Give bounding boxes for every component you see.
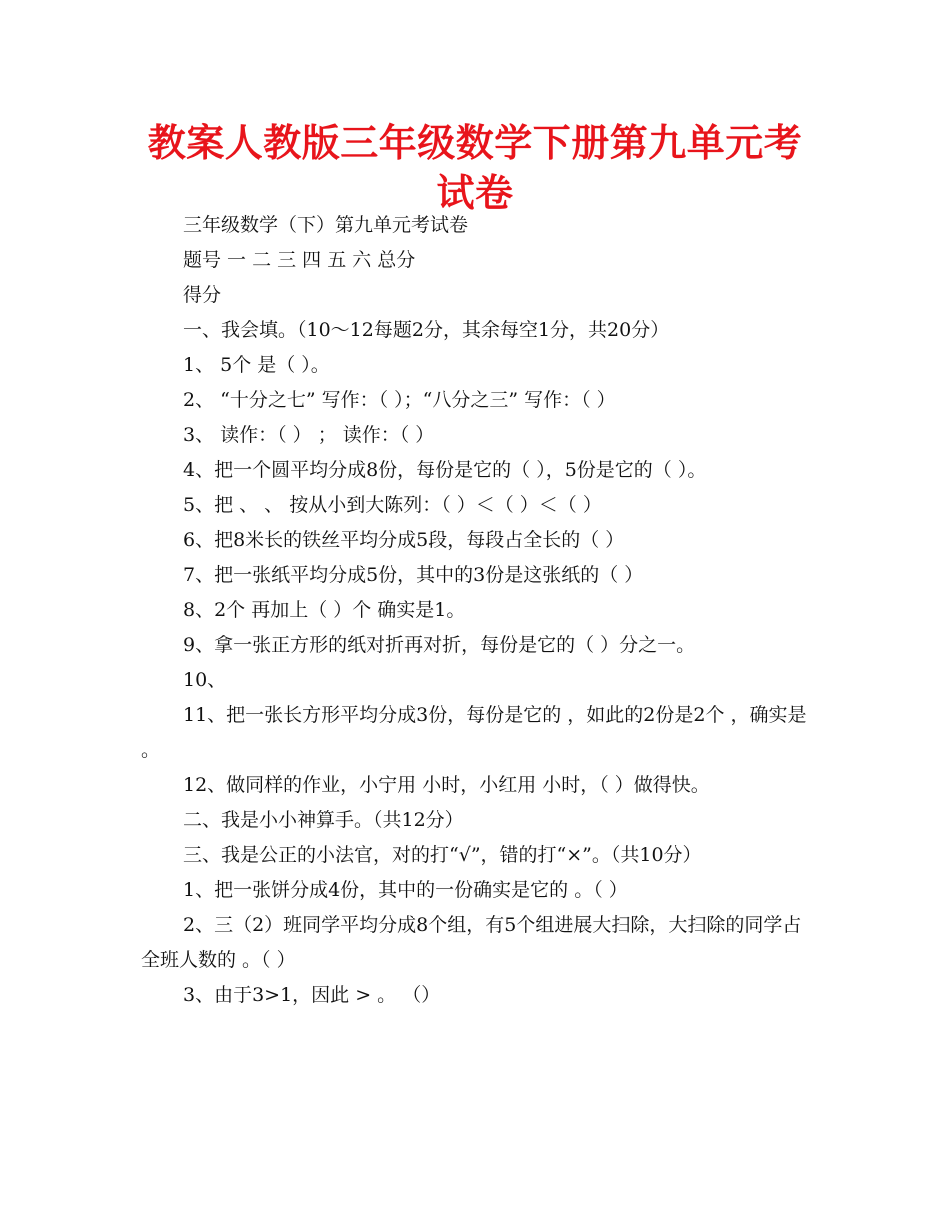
question-line: 9、拿一张正方形的纸对折再对折，每份是它的（ ）分之一。 xyxy=(183,634,696,656)
question-paragraph: 11、把一张长方形平均分成3份，每份是它的 ，如此的2份是2个 ，确实是 。 xyxy=(141,704,807,761)
question-line: 1、把一张饼分成4份，其中的一份确实是它的 。（ ） xyxy=(183,879,628,901)
score-row-label: 得分 xyxy=(183,284,222,306)
document-body xyxy=(141,208,813,1013)
section-heading: 二、我是小小神算手。（共12分） xyxy=(183,809,464,831)
question-line: 4、把一个圆平均分成8份，每份是它的（ ），5份是它的（ ）。 xyxy=(183,459,707,481)
question-line: 3、由于3>1，因此 > 。 （） xyxy=(183,984,441,1006)
exam-subtitle: 三年级数学（下）第九单元考试卷 xyxy=(183,214,469,236)
question-line: 7、把一张纸平均分成5份，其中的3份是这张纸的（ ） xyxy=(183,564,644,586)
question-line: 6、把8米长的铁丝平均分成5段，每段占全长的（ ） xyxy=(183,529,625,551)
section-heading: 一、我会填。（10～12每题2分，其余每空1分，共20分） xyxy=(183,319,670,341)
question-line: 12、做同样的作业，小宁用 小时，小红用 小时，（ ）做得快。 xyxy=(183,774,710,796)
section-heading-paragraph: 三、我是公正的小法官，对的打“√”，错的打“×”。（共10分） xyxy=(183,844,702,866)
question-line: 10、 xyxy=(183,669,227,691)
question-line: 3、 读作：（ ） ； 读作：（ ） xyxy=(183,424,435,446)
question-line: 5、把 、 、 按从小到大陈列：（ ）＜（ ）＜（ ） xyxy=(183,494,602,516)
question-paragraph: 2、三（2）班同学平均分成8个组，有5个组进展大扫除，大扫除的同学占全班人数的 。（ ） xyxy=(141,914,802,971)
question-line: 8、2个 再加上（ ）个 确实是1。 xyxy=(183,599,466,621)
score-table-header: 题号 一 二 三 四 五 六 总分 xyxy=(183,249,416,271)
question-line: 2、 “十分之七” 写作：（ ）；“八分之三” 写作：（ ） xyxy=(183,389,616,411)
document-title: 教案人教版三年级数学下册第九单元考试卷 xyxy=(147,121,803,215)
question-line: 1、 5个 是（ ）。 xyxy=(183,354,330,376)
